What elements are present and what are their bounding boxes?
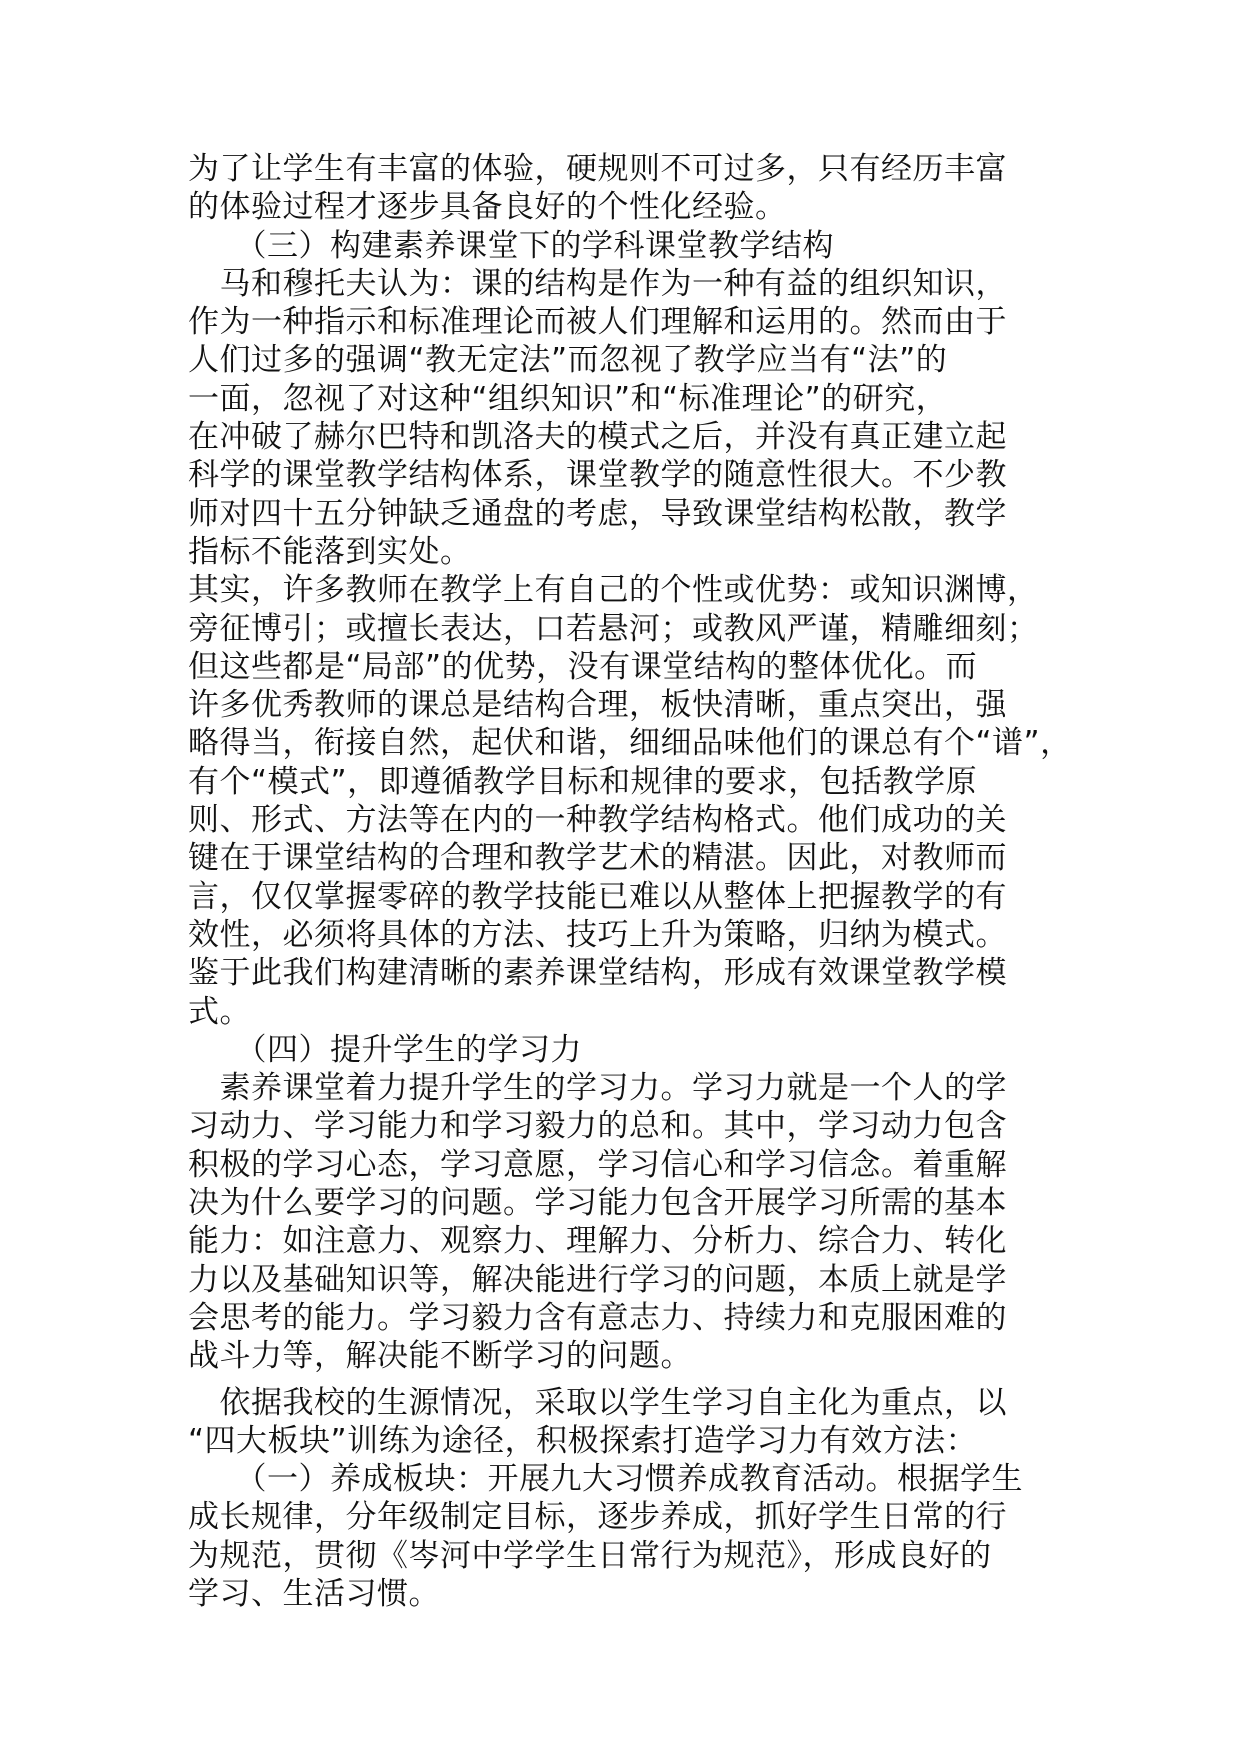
- text-line: 习动力、学习能力和学习毅力的总和。其中，学习动力包含: [188, 1108, 1007, 1145]
- text-line: 师对四十五分钟缺乏通盘的考虑，导致课堂结构松散，教学: [188, 495, 1007, 532]
- body-paragraph: [188, 265, 1068, 571]
- text-line: 素养课堂着力提升学生的学习力。学习力就是一个人的学: [188, 1070, 1007, 1107]
- text-line: 键在于课堂结构的合理和教学艺术的精湛。因此，对教师而: [188, 840, 1007, 877]
- text-line: 科学的课堂教学结构体系，课堂教学的随意性很大。不少教: [188, 457, 1007, 494]
- text-line: 则、形式、方法等在内的一种教学结构格式。他们成功的关: [188, 802, 1007, 839]
- text-line: 依据我校的生源情况，采取以学生学习自主化为重点，以: [188, 1384, 1007, 1421]
- text-line: （一）养成板块：开展九大习惯养成教育活动。根据学生: [188, 1461, 1023, 1498]
- text-line: 有个“模式”，即遵循教学目标和规律的要求，包括教学原: [188, 763, 978, 800]
- heading-line: （三）构建素养课堂下的学科课堂教学结构: [188, 227, 834, 264]
- section-heading: [188, 1031, 1068, 1069]
- text-line: 成长规律，分年级制定目标，逐步养成，抓好学生日常的行: [188, 1499, 1007, 1536]
- text-line: 其实，许多教师在教学上有自己的个性或优势：或知识渊博，: [188, 572, 1039, 609]
- heading-line: （四）提升学生的学习力: [188, 1031, 582, 1068]
- text-line: 战斗力等，解决能不断学习的问题。: [188, 1338, 692, 1375]
- text-line: 力以及基础知识等，解决能进行学习的问题，本质上就是学: [188, 1261, 1007, 1298]
- text-line: 能力：如注意力、观察力、理解力、分析力、综合力、转化: [188, 1223, 1007, 1260]
- text-line: 在冲破了赫尔巴特和凯洛夫的模式之后，并没有真正建立起: [188, 419, 1007, 456]
- text-line: 鉴于此我们构建清晰的素养课堂结构，形成有效课堂教学模: [188, 955, 1007, 992]
- text-line: “四大板块”训练为途径，积极探索打造学习力有效方法：: [188, 1422, 978, 1459]
- text-line: 略得当，衔接自然，起伏和谐，细细品味他们的课总有个“谱”，: [188, 725, 1072, 762]
- text-line: 一面，忽视了对这种“组织知识”和“标准理论”的研究，: [188, 380, 948, 417]
- text-line: 马和穆托夫认为：课的结构是作为一种有益的组织知识，: [188, 265, 1007, 302]
- text-line: 人们过多的强调“教无定法”而忽视了教学应当有“法”的: [188, 342, 948, 379]
- body-paragraph: [188, 1384, 1068, 1614]
- text-line: 旁征博引；或擅长表达，口若悬河；或教风严谨，精雕细刻；: [188, 610, 1039, 647]
- body-paragraph: [188, 1069, 1068, 1375]
- paragraph-spacer: [188, 1376, 1068, 1384]
- text-line: 的体验过程才逐步具备良好的个性化经验。: [188, 189, 787, 226]
- document-page: [188, 150, 1072, 1613]
- text-line: 为了让学生有丰富的体验，硬规则不可过多，只有经历丰富: [188, 151, 1007, 187]
- text-line: 言，仅仅掌握零碎的教学技能已难以从整体上把握教学的有: [188, 878, 1007, 915]
- body-paragraph: [188, 571, 1072, 1031]
- text-line: 效性，必须将具体的方法、技巧上升为策略，归纳为模式。: [188, 916, 1007, 953]
- text-line: 式。: [188, 993, 251, 1030]
- text-line: 但这些都是“局部”的优势，没有课堂结构的整体优化。而: [188, 648, 978, 685]
- section-heading: [188, 227, 1068, 265]
- body-paragraph: [188, 150, 1068, 227]
- text-line: 指标不能落到实处。: [188, 533, 472, 570]
- text-line: 决为什么要学习的问题。学习能力包含开展学习所需的基本: [188, 1185, 1007, 1222]
- text-line: 作为一种指示和标准理论而被人们理解和运用的。然而由于: [188, 304, 1007, 341]
- text-line: 为规范，贯彻《岑河中学学生日常行为规范》，形成良好的: [188, 1537, 992, 1574]
- text-line: 学习、生活习惯。: [188, 1575, 440, 1612]
- text-line: 会思考的能力。学习毅力含有意志力、持续力和克服困难的: [188, 1299, 1007, 1336]
- text-line: 积极的学习心态，学习意愿，学习信心和学习信念。着重解: [188, 1146, 1007, 1183]
- text-line: 许多优秀教师的课总是结构合理，板快清晰，重点突出，强: [188, 687, 1007, 724]
